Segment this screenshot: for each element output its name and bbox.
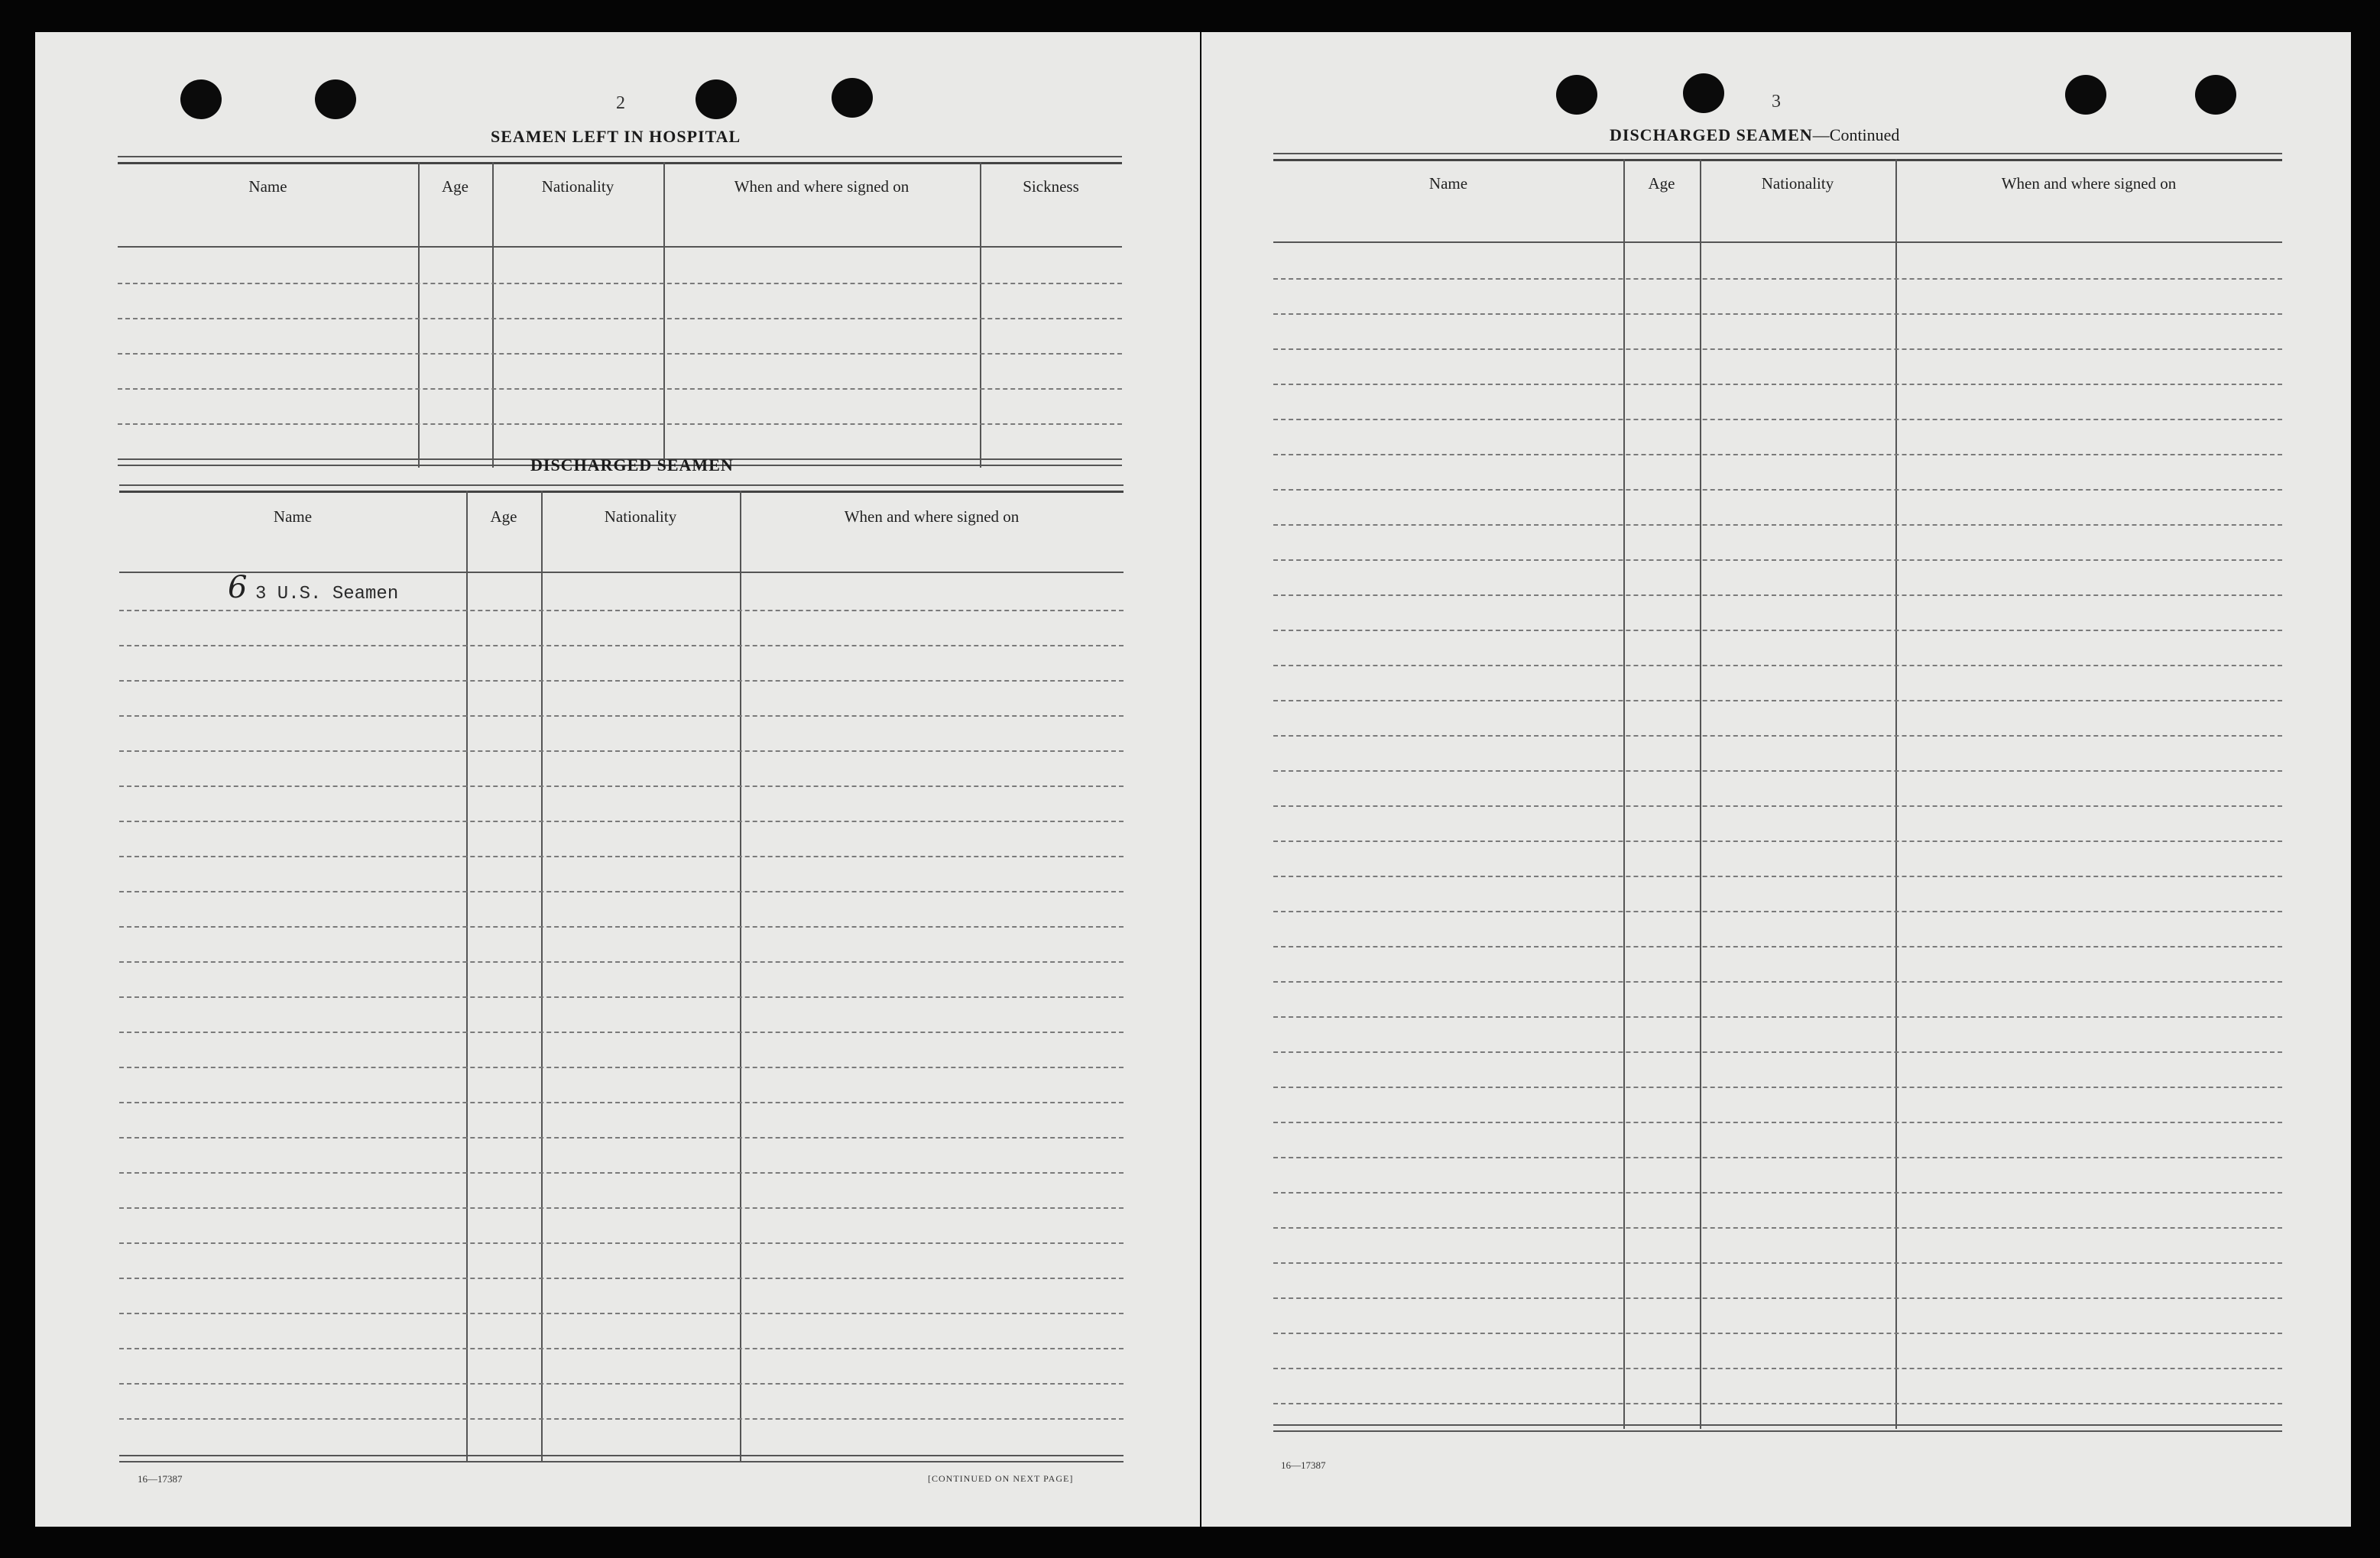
row-line	[1273, 1122, 2282, 1123]
row-line	[1273, 981, 2282, 983]
row-line	[119, 891, 1124, 892]
row-line	[119, 1207, 1124, 1209]
row-line	[1273, 946, 2282, 947]
page-number: 2	[616, 93, 625, 113]
row-line	[1273, 911, 2282, 912]
table-top-rule	[1273, 153, 2282, 161]
header-underline	[1273, 241, 2282, 243]
form-code: 16—17387	[138, 1473, 183, 1485]
row-line	[1273, 841, 2282, 842]
row-line	[1273, 313, 2282, 315]
row-line	[1273, 805, 2282, 807]
column-header-signed-on: When and where signed on	[2001, 174, 2177, 193]
column-header-signed-on: When and where signed on	[844, 507, 1020, 526]
row-line	[119, 610, 1124, 611]
punch-hole	[1683, 73, 1724, 113]
row-line	[1273, 1087, 2282, 1088]
typed-entry: 3 U.S. Seamen	[255, 584, 399, 604]
column-divider	[740, 491, 741, 1462]
column-header-nationality: Nationality	[604, 507, 677, 526]
row-line	[1273, 1016, 2282, 1018]
row-line	[119, 996, 1124, 998]
row-line	[1273, 524, 2282, 526]
column-divider	[492, 162, 494, 468]
punch-hole	[2195, 75, 2236, 115]
row-line	[119, 1278, 1124, 1279]
row-line	[1273, 1051, 2282, 1053]
row-line	[119, 926, 1124, 928]
row-line	[1273, 278, 2282, 280]
header-underline	[119, 572, 1124, 573]
column-divider	[418, 162, 420, 468]
table-bottom-rule	[1273, 1424, 2282, 1432]
row-line	[119, 961, 1124, 963]
column-header-nationality: Nationality	[541, 177, 614, 196]
left-page	[35, 32, 1200, 1527]
row-line	[1273, 770, 2282, 772]
row-line	[119, 750, 1124, 752]
column-divider	[980, 162, 981, 468]
table-top-rule	[118, 156, 1122, 164]
discharged-table	[119, 484, 1124, 1470]
table-bottom-rule	[119, 1455, 1124, 1462]
column-header-age: Age	[442, 177, 469, 196]
column-divider	[541, 491, 543, 1462]
punch-hole	[315, 79, 356, 119]
row-line	[1273, 489, 2282, 491]
row-line	[119, 680, 1124, 682]
column-divider	[663, 162, 665, 468]
column-header-name: Name	[273, 507, 313, 526]
row-line	[118, 423, 1122, 425]
punch-hole	[2065, 75, 2106, 115]
row-line	[1273, 1262, 2282, 1264]
row-line	[1273, 1192, 2282, 1194]
row-line	[1273, 700, 2282, 701]
continued-note: [CONTINUED ON NEXT PAGE]	[928, 1473, 1074, 1484]
row-line	[1273, 348, 2282, 350]
row-line	[1273, 876, 2282, 877]
form-code: 16—17387	[1281, 1459, 1326, 1471]
row-line	[119, 1383, 1124, 1385]
row-line	[118, 388, 1122, 390]
column-header-name: Name	[248, 177, 287, 196]
row-line	[118, 318, 1122, 319]
punch-hole	[1556, 75, 1597, 115]
row-line	[119, 715, 1124, 717]
row-line	[1273, 1403, 2282, 1404]
row-line	[119, 645, 1124, 646]
title-text: DISCHARGED SEAMEN	[1610, 125, 1813, 144]
header-underline	[118, 246, 1122, 248]
row-line	[118, 353, 1122, 355]
punch-hole	[180, 79, 222, 119]
handwritten-count: 6	[228, 570, 248, 605]
row-line	[119, 1102, 1124, 1103]
row-line	[119, 1348, 1124, 1349]
page-number: 3	[1772, 92, 1781, 112]
row-line	[1273, 594, 2282, 596]
row-line	[1273, 419, 2282, 420]
row-line	[1273, 1368, 2282, 1369]
column-divider	[466, 491, 468, 1462]
row-line	[119, 1032, 1124, 1033]
row-line	[1273, 559, 2282, 561]
row-line	[118, 283, 1122, 284]
row-line	[1273, 665, 2282, 666]
title-suffix: —Continued	[1812, 125, 1900, 144]
hospital-section-title: SEAMEN LEFT IN HOSPITAL	[491, 127, 741, 146]
row-line	[1273, 1157, 2282, 1158]
row-line	[119, 821, 1124, 822]
column-header-age: Age	[1648, 174, 1675, 193]
row-line	[1273, 1227, 2282, 1229]
discharged-continued-table	[1273, 153, 2282, 1459]
column-header-nationality: Nationality	[1761, 174, 1834, 193]
column-header-sickness: Sickness	[1023, 177, 1079, 196]
row-line	[119, 785, 1124, 787]
discharged-section-title: DISCHARGED SEAMEN	[530, 455, 734, 475]
column-header-name: Name	[1428, 174, 1468, 193]
row-line	[1273, 1333, 2282, 1334]
row-line	[119, 1313, 1124, 1314]
row-line	[119, 1242, 1124, 1244]
row-line	[1273, 454, 2282, 455]
table-top-rule	[119, 484, 1124, 493]
column-header-age: Age	[490, 507, 517, 526]
row-line	[1273, 384, 2282, 385]
column-header-signed-on: When and where signed on	[734, 177, 910, 196]
right-page	[1201, 32, 2351, 1527]
row-line	[119, 1067, 1124, 1068]
hospital-table	[118, 156, 1122, 471]
discharged-continued-title	[1610, 125, 1899, 145]
row-line	[119, 1418, 1124, 1420]
punch-hole	[832, 78, 873, 118]
row-line	[1273, 1297, 2282, 1299]
row-line	[119, 856, 1124, 857]
row-line	[119, 1172, 1124, 1174]
row-line	[1273, 630, 2282, 631]
row-line	[1273, 735, 2282, 737]
punch-hole	[696, 79, 737, 119]
row-line	[119, 1137, 1124, 1139]
